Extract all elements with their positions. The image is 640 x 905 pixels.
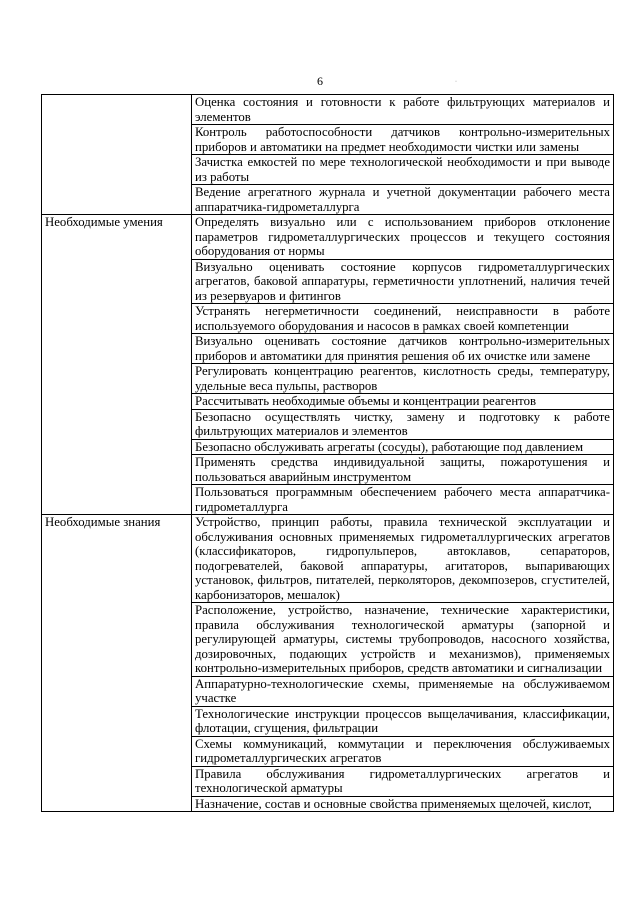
table-row <box>42 515 614 603</box>
table-row <box>42 215 614 260</box>
scan-speck: · <box>455 79 457 85</box>
table-cell: Оценка состояния и готовности к работе фильтрующих материалов и элементов <box>192 95 614 125</box>
table-cell: Регулировать концентрацию реагентов, кислотность среды, температуру, удельные веса пульпы, растворов <box>192 364 614 394</box>
table-cell: Правила обслуживания гидрометаллургических агрегатов и технологической арматуры <box>192 766 614 796</box>
table-cell: Безопасно обслуживать агрегаты (сосуды), работающие под давлением <box>192 439 614 455</box>
table-cell: Технологические инструкции процессов выщелачивания, классификации, флотации, сгущения, фильтрации <box>192 706 614 736</box>
table-cell: Контроль работоспособности датчиков контрольно-измерительных приборов и автоматики на предмет необходимости чистки или замены <box>192 125 614 155</box>
table-cell: Расположение, устройство, назначение, технические характеристики, правила обслуживания технологической арматуры (запорной и регулирующей арматуры, системы трубопроводов, насосного хозяйства, дозировочных, подающих устройств и механизмов), применяемых контрольно-измерительных приборов, средств автоматики и сигнализации <box>192 603 614 677</box>
table-cell: Схемы коммуникаций, коммутации и переключения обслуживаемых гидрометаллургических агрегатов <box>192 736 614 766</box>
table-cell: Рассчитывать необходимые объемы и концентрации реагентов <box>192 394 614 410</box>
table-cell: Зачистка емкостей по мере технологической необходимости и при выводе из работы <box>192 155 614 185</box>
table-cell: Применять средства индивидуальной защиты, пожаротушения и пользоваться аварийным инструментом <box>192 455 614 485</box>
table-cell: Визуально оценивать состояние датчиков контрольно-измерительных приборов и автоматики для принятия решения об их очистке или замене <box>192 334 614 364</box>
knowledge-label: Необходимые знания <box>42 515 192 812</box>
table-cell: Безопасно осуществлять чистку, замену и подготовку к работе фильтрующих материалов и элементов <box>192 409 614 439</box>
table-cell: Определять визуально или с использованием приборов отклонение параметров гидрометаллургических процессов и текущего состояния оборудования от нормы <box>192 215 614 260</box>
table-cell: Устранять негерметичности соединений, неисправности в работе используемого оборудования и насосов в рамках своей компетенции <box>192 304 614 334</box>
table-cell: Пользоваться программным обеспечением рабочего места аппаратчика-гидрометаллурга <box>192 485 614 515</box>
table-cell: Назначение, состав и основные свойства применяемых щелочей, кислот, <box>192 796 614 812</box>
table-cell: Аппаратурно-технологические схемы, применяемые на обслуживаемом участке <box>192 676 614 706</box>
table-row <box>42 95 614 125</box>
table-cell: Визуально оценивать состояние корпусов гидрометаллургических агрегатов, баковой аппаратуры, герметичности уплотнений, наличия течей из резервуаров и фитингов <box>192 259 614 304</box>
table-cell: Устройство, принцип работы, правила технической эксплуатации и обслуживания основных применяемых гидрометаллургических агрегатов (классификаторов, гидропульперов, автоклавов, сепараторов, подогревателей, баковой аппаратуры, агитаторов, выпаривающих установок, фильтров, питателей, перколяторов, декомпозеров, сгустителей, карбонизаторов, мешалок) <box>192 515 614 603</box>
empty-label-cell <box>42 95 192 215</box>
skills-label: Необходимые умения <box>42 215 192 515</box>
table-cell: Ведение агрегатного журнала и учетной документации рабочего места аппаратчика-гидрометаллурга <box>192 185 614 215</box>
page-number: 6 <box>317 74 323 88</box>
requirements-table <box>41 94 614 812</box>
